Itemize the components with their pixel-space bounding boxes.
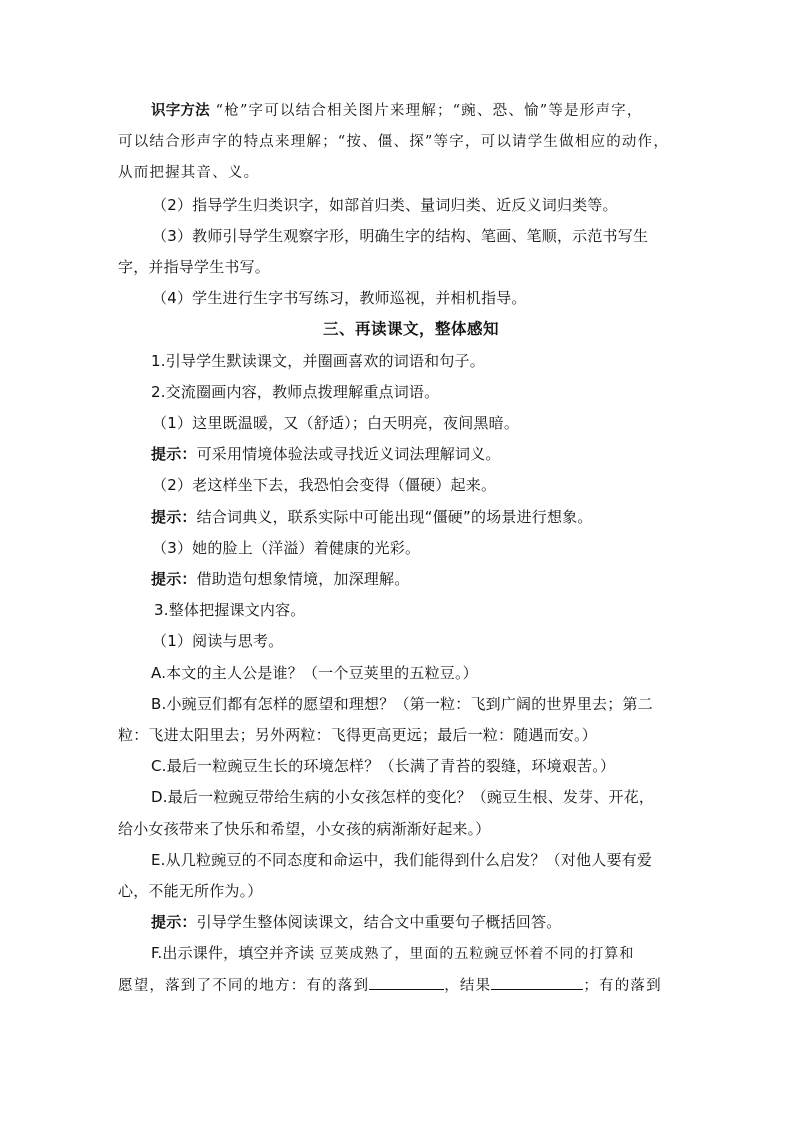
question-e-line2: 心，不能无所作为。）	[118, 882, 263, 901]
document-body	[118, 96, 684, 1002]
hint-text: 可采用情境体验法或寻找近义词法理解词义。	[196, 445, 501, 464]
paragraph-step-4: （4）学生进行生字书写练习，教师巡视，并相机指导。	[152, 289, 527, 308]
question-f-text-b: ，结果	[444, 977, 492, 994]
hint-label: 提示：	[151, 445, 197, 464]
hint-4	[118, 907, 684, 938]
question-a: A.本文的主人公是谁？（一个豆荚里的五粒豆。）	[151, 663, 478, 682]
paragraph-item-1: 1.引导学生默读课文，并圈画喜欢的词语和句子。	[151, 351, 485, 370]
question-f-line2	[118, 971, 684, 1002]
section-heading: 三、再读课文，整体感知	[322, 320, 499, 339]
question-d-line2: 给小女孩带来了快乐和希望，小女孩的病渐渐好起来。）	[118, 819, 491, 838]
paragraph-literacy-method-line1	[118, 96, 684, 127]
hint-text: 引导学生整体阅读课文，结合文中重要句子概括回答。	[196, 913, 562, 932]
hint-label: 提示：	[151, 913, 197, 932]
hint-3	[118, 564, 684, 595]
paragraph-step-3-line2: 字，并指导学生书写。	[118, 258, 271, 277]
question-f-quote: 豆荚成熟了，里面的五粒豌豆怀着不同的打算和	[319, 946, 635, 963]
hint-text: 借助造句想象情境，加深理解。	[196, 570, 410, 589]
paragraph-item-3: 3.整体把握课文内容。	[154, 601, 306, 620]
fill-blank-1[interactable]	[369, 975, 444, 990]
hint-1	[118, 439, 684, 470]
question-b-line2: 粒：飞进太阳里去；另外两粒：飞得更高更远；最后一粒：随遇而安。）	[118, 726, 597, 745]
literacy-method-label: 识字方法	[151, 103, 210, 119]
hint-2	[118, 502, 684, 533]
question-f-prefix: F.出示课件，填空并齐读	[151, 944, 315, 963]
literacy-method-text-1: “枪”字可以结合相关图片来理解；“豌、恐、愉”等是形声字，	[215, 103, 643, 119]
question-e-line1: E.从几粒豌豆的不同态度和命运中，我们能得到什么启发？（对他人要有爱	[151, 850, 653, 869]
paragraph-literacy-method-line3: 从而把握其音、义。	[118, 165, 260, 182]
paragraph-word-1: （1）这里既温暖，又（舒适）；白天明亮，夜间黑暗。	[152, 414, 520, 433]
fill-blank-2[interactable]	[491, 975, 583, 990]
paragraph-item-2: 2.交流圈画内容，教师点拨理解重点词语。	[151, 382, 440, 401]
paragraph-step-3-line1: （3）教师引导学生观察字形，明确生字的结构、笔画、笔顺，示范书写生	[152, 226, 649, 245]
question-b-line1: B.小豌豆们都有怎样的愿望和理想？（第一粒：飞到广阔的世界里去；第二	[151, 694, 653, 713]
paragraph-step-2: （2）指导学生归类识字，如部首归类、量词归类、近反义词归类等。	[152, 195, 618, 214]
question-f-line1	[118, 938, 684, 970]
paragraph-word-3: （3）她的脸上（洋溢）着健康的光彩。	[152, 538, 421, 557]
hint-label: 提示：	[151, 570, 197, 589]
paragraph-word-2: （2）老这样坐下去，我恐怕会变得（僵硬）起来。	[152, 476, 497, 495]
hint-label: 提示：	[151, 507, 197, 526]
paragraph-literacy-method-line2: 可以结合形声字的特点来理解；“按、僵、探”等字，可以请学生做相应的动作，	[118, 134, 670, 151]
hint-text: 结合词典义，联系实际中可能出现“僵硬”的场景进行想象。	[196, 507, 593, 526]
question-c: C.最后一粒豌豆生长的环境怎样？（长满了青苔的裂缝，环境艰苦。）	[151, 757, 616, 776]
question-d-line1: D.最后一粒豌豆带给生病的小女孩怎样的变化？（豌豆生根、发芽、开花，	[151, 788, 655, 807]
question-f-text-c: ；有的落到	[583, 977, 662, 994]
question-f-text-a: 愿望，落到了不同的地方：有的落到	[118, 977, 370, 994]
paragraph-subitem-1: （1）阅读与思考。	[152, 632, 284, 651]
